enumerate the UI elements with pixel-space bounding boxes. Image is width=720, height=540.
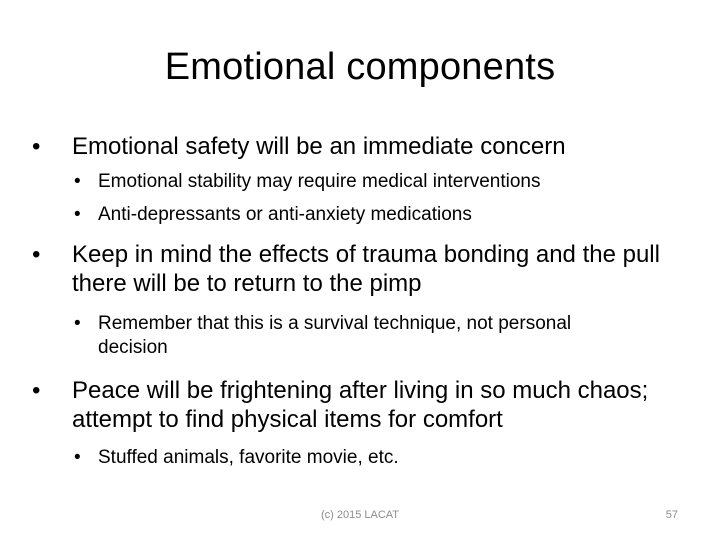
sub-bullet-3-1 — [74, 446, 694, 470]
sub-bullet-dot: • — [74, 204, 81, 225]
sub-bullet-1-2-text: Anti-depressants or anti-anxiety medications — [98, 204, 472, 225]
slide-title: Emotional components — [164, 46, 556, 88]
footer-copyright: (c) 2015 LACAT — [320, 509, 400, 521]
sub-bullet-3-1-text: Stuffed animals, favorite movie, etc. — [98, 447, 399, 468]
bullet-3 — [32, 376, 692, 434]
slide-number: 57 — [665, 509, 678, 521]
sub-bullet-1-2 — [74, 203, 694, 227]
sub-bullet-1-1 — [74, 170, 694, 194]
sub-bullet-dot: • — [74, 171, 81, 192]
sub-bullet-dot: • — [74, 447, 81, 468]
sub-bullet-1-1-text: Emotional stability may require medical interventions — [98, 171, 541, 192]
bullet-3-text: Peace will be frightening after living in so much chaos; attempt to find physical items for comfort — [72, 377, 649, 433]
bullet-1 — [32, 132, 692, 161]
bullet-2 — [32, 240, 692, 298]
bullet-dot: • — [32, 377, 41, 404]
bullet-dot: • — [32, 241, 41, 268]
bullet-1-text: Emotional safety will be an immediate concern — [72, 133, 566, 160]
bullet-dot: • — [32, 133, 41, 160]
sub-bullet-2-1-text: Remember that this is a survival technique, not personal decision — [98, 313, 572, 358]
sub-bullet-2-1 — [74, 312, 634, 360]
bullet-2-text: Keep in mind the effects of trauma bonding and the pull there will be to return to the pimp — [72, 241, 660, 297]
sub-bullet-dot: • — [74, 313, 81, 334]
